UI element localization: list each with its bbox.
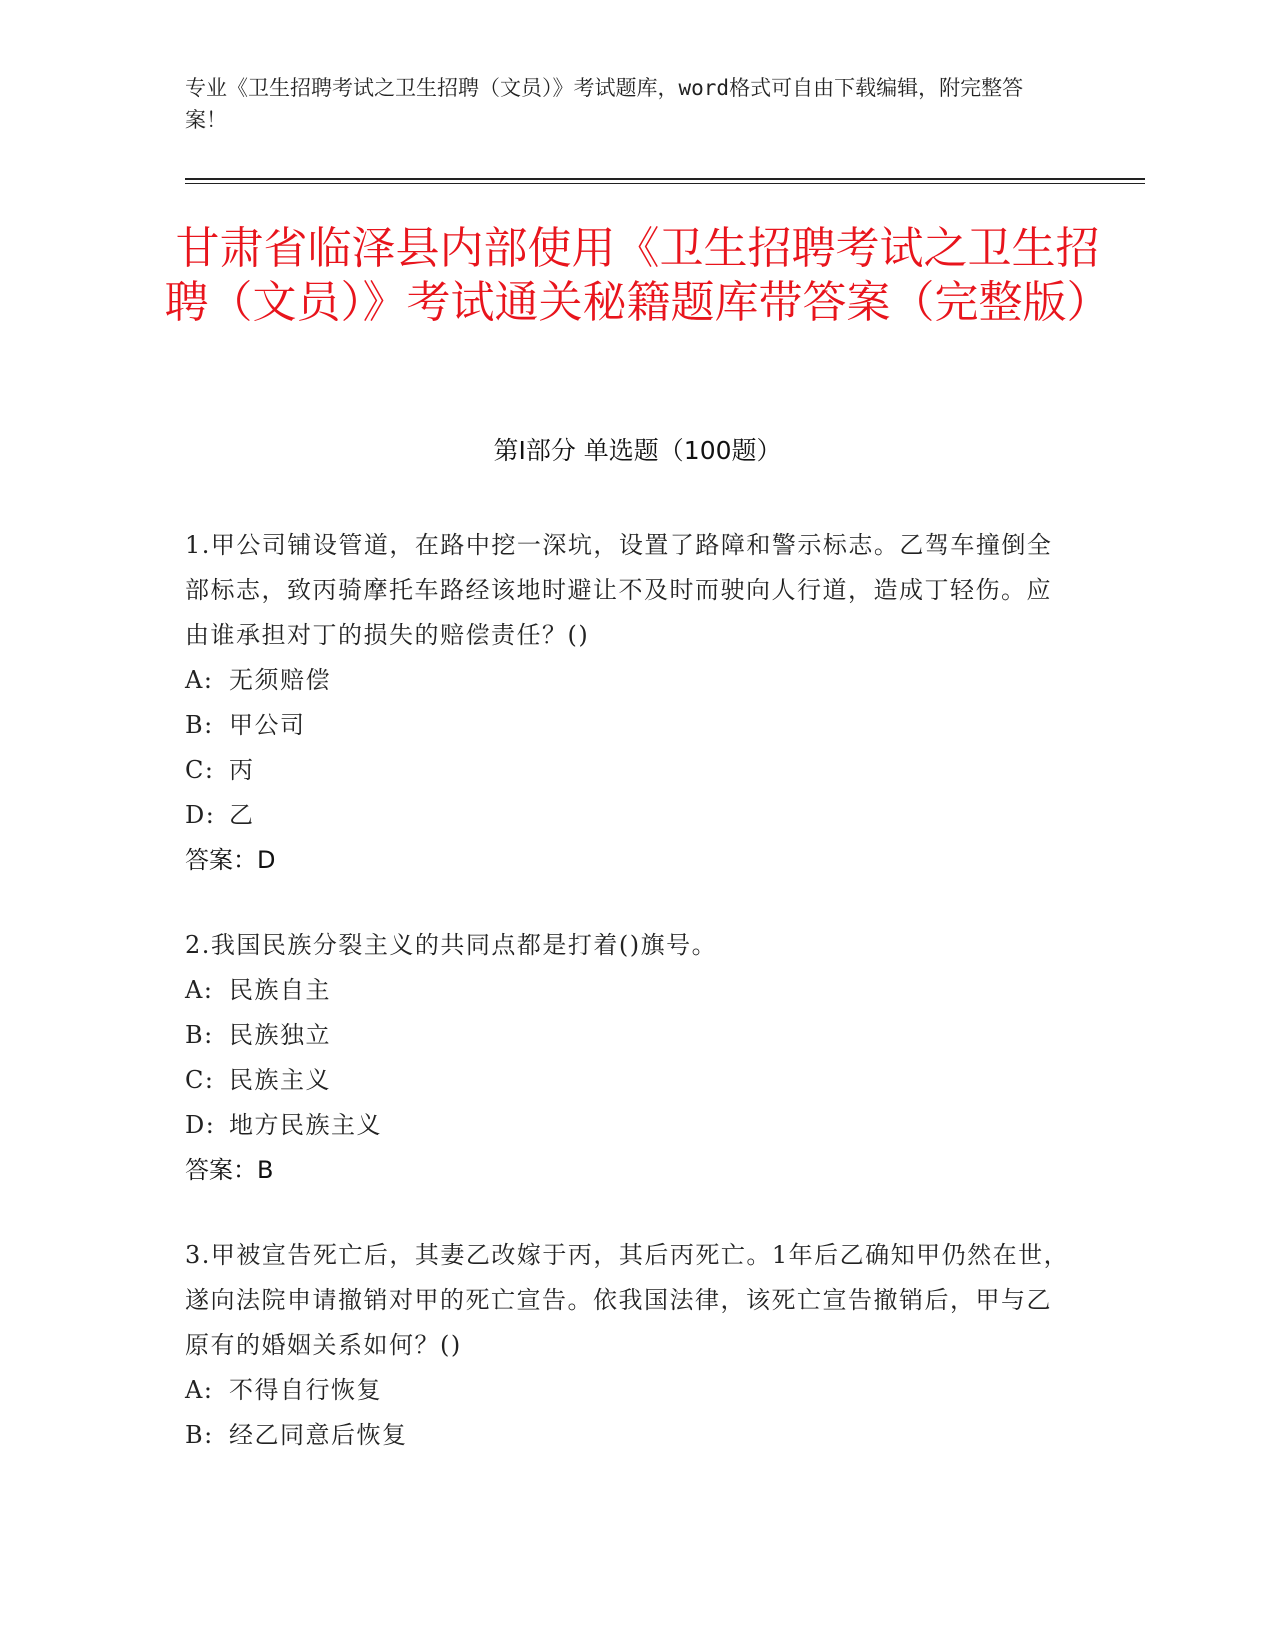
option-c xyxy=(185,1058,1075,1103)
option-letter: B: xyxy=(185,1021,214,1049)
answer-line: 答案：D xyxy=(185,846,276,874)
option-b xyxy=(185,703,1075,748)
option-letter: A: xyxy=(185,976,214,1004)
option-letter: B: xyxy=(185,1421,214,1449)
option-c xyxy=(185,748,1075,793)
option-letter: A: xyxy=(185,1376,214,1404)
section-heading: 第Ⅰ部分 单选题（100题） xyxy=(493,436,782,465)
option-text: 不得自行恢复 xyxy=(229,1376,382,1404)
header-divider xyxy=(185,178,1145,180)
document-title: 甘肃省临泽县内部使用《卫生招聘考试之卫生招聘（文员）》考试通关秘籍题库带答案（完整版） xyxy=(164,223,1111,328)
option-text: 民族独立 xyxy=(229,1021,331,1049)
question-2 xyxy=(185,923,1075,1193)
option-letter: D: xyxy=(185,801,216,829)
option-text: 无须赔偿 xyxy=(229,666,331,694)
option-d xyxy=(185,793,1075,838)
header-divider-thin xyxy=(185,183,1145,184)
question-list xyxy=(185,523,1075,1498)
option-text: 地方民族主义 xyxy=(229,1111,382,1139)
question-stem: 2.我国民族分裂主义的共同点都是打着()旗号。 xyxy=(185,931,718,959)
header-note: 专业《卫生招聘考试之卫生招聘（文员）》考试题库，word格式可自由下载编辑，附完整答案！ xyxy=(185,76,1024,132)
option-d xyxy=(185,1103,1075,1148)
question-stem: 3.甲被宣告死亡后，其妻乙改嫁于丙，其后丙死亡。1年后乙确知甲仍然在世，遂向法院申请撤销对甲的死亡宣告。依我国法律，该死亡宣告撤销后，甲与乙原有的婚姻关系如何？() xyxy=(185,1241,1070,1359)
question-stem: 1.甲公司铺设管道，在路中挖一深坑，设置了路障和警示标志。乙驾车撞倒全部标志，致丙骑摩托车路经该地时避让不及时而驶向人行道，造成丁轻伤。应由谁承担对丁的损失的赔偿责任？() xyxy=(185,531,1053,649)
option-text: 乙 xyxy=(229,801,255,829)
option-text: 丙 xyxy=(229,756,255,784)
option-b xyxy=(185,1013,1075,1058)
question-1 xyxy=(185,523,1075,883)
option-text: 民族自主 xyxy=(229,976,331,1004)
option-text: 经乙同意后恢复 xyxy=(229,1421,408,1449)
option-a xyxy=(185,658,1075,703)
option-b xyxy=(185,1413,1075,1458)
option-letter: D: xyxy=(185,1111,216,1139)
option-letter: C: xyxy=(185,1066,215,1094)
option-a xyxy=(185,1368,1075,1413)
option-text: 甲公司 xyxy=(229,711,306,739)
option-text: 民族主义 xyxy=(229,1066,331,1094)
answer-line: 答案：B xyxy=(185,1156,274,1184)
question-3 xyxy=(185,1233,1075,1458)
option-letter: C: xyxy=(185,756,215,784)
option-letter: B: xyxy=(185,711,214,739)
option-a xyxy=(185,968,1075,1013)
option-letter: A: xyxy=(185,666,214,694)
